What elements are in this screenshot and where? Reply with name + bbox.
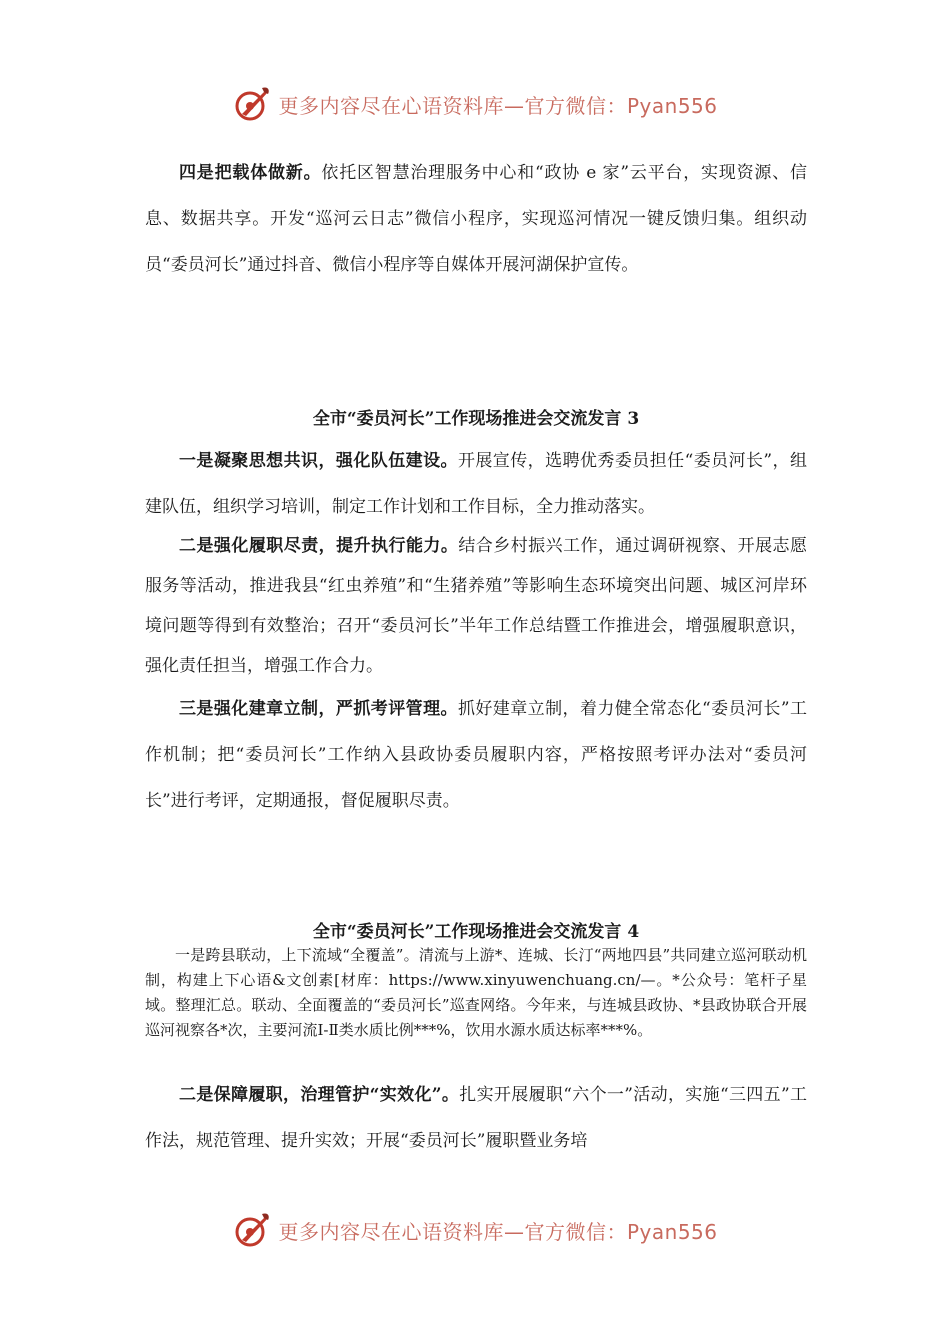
section-4 — [145, 943, 807, 1043]
banner-text: 更多内容尽在心语资料库—官方微信：Pyan556 — [278, 93, 718, 118]
section-4-continued — [145, 1072, 807, 1164]
paragraph: 二是保障履职，治理管护“实效化”。扎实开展履职“六个一”活动，实施“三四五”工作法，规范管理、提升实效；开展“委员河长”履职暨业务培 — [145, 1085, 808, 1151]
banner-text: 更多内容尽在心语资料库—官方微信：Pyan556 — [278, 1219, 718, 1244]
wechat-id: Pyan556 — [626, 1219, 718, 1244]
paragraph: 一是跨县联动，上下流域“全覆盖”。清流与上游*、连城、长汀“两地四县”共同建立巡河联动机制，构建上下心语&文创素[材库：https://www.xinyuwenchuang.cn/—。*公众号：笔杆子星域。整理汇总。联动、全面覆盖的“委员河长”巡查网络。今年来，与连城县政协、*县政协联合开展巡河视察各*次，主要河流Ⅰ-Ⅱ类水质比例***%，饮用水源水质达标率***%。 — [145, 946, 807, 1039]
section-heading: 全市“委员河长”工作现场推进会交流发言 3 — [312, 409, 640, 429]
quill-pen-seal-icon — [232, 1210, 272, 1250]
section-4-heading-wrap — [145, 918, 807, 946]
header-banner — [0, 82, 950, 126]
wechat-id: Pyan556 — [626, 93, 718, 118]
section-3 — [145, 438, 807, 824]
quill-pen-seal-icon — [232, 84, 272, 124]
section-heading: 全市“委员河长”工作现场推进会交流发言 4 — [312, 922, 640, 942]
paragraph: 一是凝聚思想共识，强化队伍建设。开展宣传，选聘优秀委员担任“委员河长”，组建队伍，组织学习培训，制定工作计划和工作目标，全力推动落实。 — [145, 451, 807, 517]
section-1 — [145, 150, 807, 288]
paragraph: 四是把载体做新。依托区智慧治理服务中心和“政协 e 家”云平台，实现资源、信息、数据共享。开发“巡河云日志”微信小程序，实现巡河情况一键反馈归集。组织动员“委员河长”通过抖音、微信小程序等自媒体开展河湖保护宣传。 — [145, 163, 808, 275]
section-3-heading-wrap — [145, 405, 807, 433]
paragraph: 二是强化履职尽责，提升执行能力。结合乡村振兴工作，通过调研视察、开展志愿服务等活动，推进我县“红虫养殖”和“生猪养殖”等影响生态环境突出问题、城区河岸环境问题等得到有效整治；召开“委员河长”半年工作总结暨工作推进会，增强履职意识，强化责任担当，增强工作合力。 — [145, 536, 808, 676]
paragraph: 三是强化建章立制，严抓考评管理。抓好建章立制，着力健全常态化“委员河长”工作机制；把“委员河长”工作纳入县政协委员履职内容，严格按照考评办法对“委员河长”进行考评，定期通报，督促履职尽责。 — [145, 699, 807, 811]
footer-banner — [0, 1208, 950, 1252]
